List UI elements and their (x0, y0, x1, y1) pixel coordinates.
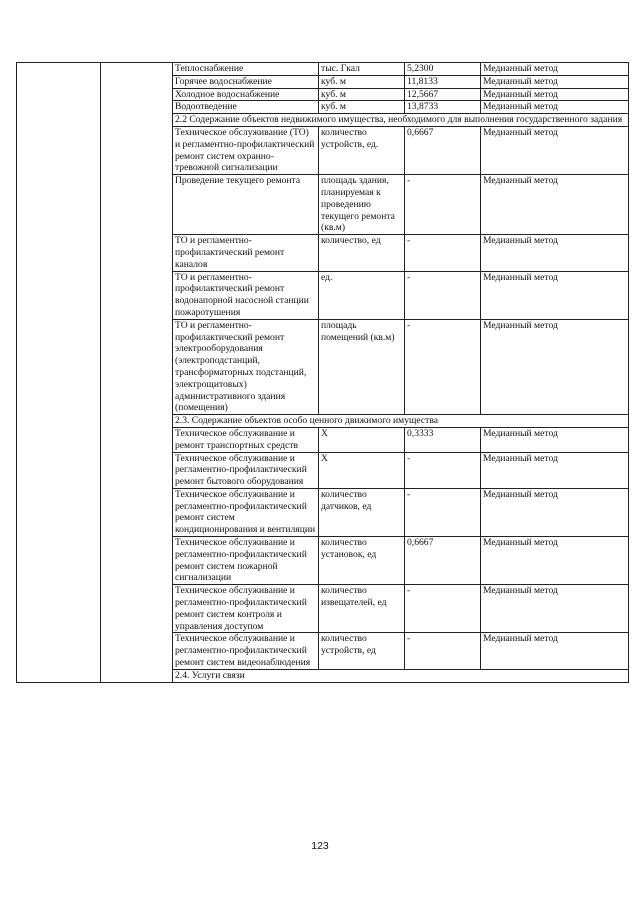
unit-cell: количество установок, ед (319, 537, 405, 585)
service-name-cell: Техническое обслуживание и регламентно-профилактический ремонт систем видеонаблюдения (173, 633, 319, 669)
service-name-cell: ТО и регламентно-профилактический ремонт каналов (173, 235, 319, 271)
value-cell: - (405, 452, 481, 488)
method-cell: Медианный метод (481, 488, 629, 536)
section-title: 2.3. Содержание объектов особо ценного движимого имущества (173, 415, 629, 428)
unit-cell: куб. м (319, 75, 405, 88)
service-name-cell: Водоотведение (173, 101, 319, 114)
section-title: 2.4. Услуги связи (173, 669, 629, 682)
value-cell: - (405, 488, 481, 536)
method-cell: Медианный метод (481, 101, 629, 114)
service-name-cell: Холодное водоснабжение (173, 88, 319, 101)
method-cell: Медианный метод (481, 63, 629, 76)
unit-cell: Х (319, 427, 405, 452)
table-row (17, 63, 629, 76)
method-cell: Медианный метод (481, 88, 629, 101)
service-name-cell: Техническое обслуживание (ТО) и регламентно-профилактический ремонт систем охранно-тревожной сигнализации (173, 126, 319, 174)
unit-cell: количество, ед (319, 235, 405, 271)
value-cell: 5,2300 (405, 63, 481, 76)
method-cell: Медианный метод (481, 427, 629, 452)
unit-cell: количество извещателей, ед (319, 585, 405, 633)
page-number: 123 (311, 840, 329, 852)
method-cell: Медианный метод (481, 452, 629, 488)
second-blank-column (101, 63, 173, 683)
service-name-cell: Техническое обслуживание и регламентно-профилактический ремонт бытового оборудования (173, 452, 319, 488)
method-cell: Медианный метод (481, 75, 629, 88)
service-name-cell: ТО и регламентно-профилактический ремонт водонапорной насосной станции пожаротушения (173, 271, 319, 319)
left-blank-column (17, 63, 101, 683)
value-cell: - (405, 319, 481, 414)
unit-cell: тыс. Гкал (319, 63, 405, 76)
value-cell: 12,5667 (405, 88, 481, 101)
unit-cell: количество устройств, ед (319, 633, 405, 669)
method-cell: Медианный метод (481, 537, 629, 585)
unit-cell: куб. м (319, 88, 405, 101)
unit-cell: площадь помещений (кв.м) (319, 319, 405, 414)
table-body (17, 63, 629, 683)
value-cell: 13,8733 (405, 101, 481, 114)
value-cell: 0,3333 (405, 427, 481, 452)
value-cell: - (405, 175, 481, 235)
service-name-cell: Техническое обслуживание и регламентно-профилактический ремонт систем кондиционирования и вентиляции (173, 488, 319, 536)
service-name-cell: Проведение текущего ремонта (173, 175, 319, 235)
method-cell: Медианный метод (481, 633, 629, 669)
unit-cell: количество датчиков, ед (319, 488, 405, 536)
unit-cell: куб. м (319, 101, 405, 114)
method-cell: Медианный метод (481, 319, 629, 414)
value-cell: 0,6667 (405, 126, 481, 174)
service-name-cell: Техническое обслуживание и регламентно-профилактический ремонт систем пожарной сигнализации (173, 537, 319, 585)
value-cell: 0,6667 (405, 537, 481, 585)
value-cell: - (405, 271, 481, 319)
method-cell: Медианный метод (481, 126, 629, 174)
method-cell: Медианный метод (481, 585, 629, 633)
value-cell: - (405, 633, 481, 669)
service-name-cell: Горячее водоснабжение (173, 75, 319, 88)
unit-cell: площадь здания, планируемая к проведению текущего ремонта (кв.м) (319, 175, 405, 235)
value-cell: 11,8133 (405, 75, 481, 88)
service-name-cell: Теплоснабжение (173, 63, 319, 76)
method-cell: Медианный метод (481, 235, 629, 271)
service-name-cell: Техническое обслуживание и регламентно-профилактический ремонт систем контроля и управления доступом (173, 585, 319, 633)
method-cell: Медианный метод (481, 271, 629, 319)
service-name-cell: Техническое обслуживание и ремонт транспортных средств (173, 427, 319, 452)
value-cell: - (405, 585, 481, 633)
section-title: 2.2 Содержание объектов недвижимого имущества, необходимого для выполнения государственного задания (173, 114, 629, 127)
method-cell: Медианный метод (481, 175, 629, 235)
value-cell: - (405, 235, 481, 271)
unit-cell: Х (319, 452, 405, 488)
unit-cell: количество устройств, ед. (319, 126, 405, 174)
service-name-cell: ТО и регламентно-профилактический ремонт электрооборудования (электроподстанций, трансформаторных подстанций, электрощитовых) административного здания (помещения) (173, 319, 319, 414)
services-table (16, 62, 629, 683)
unit-cell: ед. (319, 271, 405, 319)
